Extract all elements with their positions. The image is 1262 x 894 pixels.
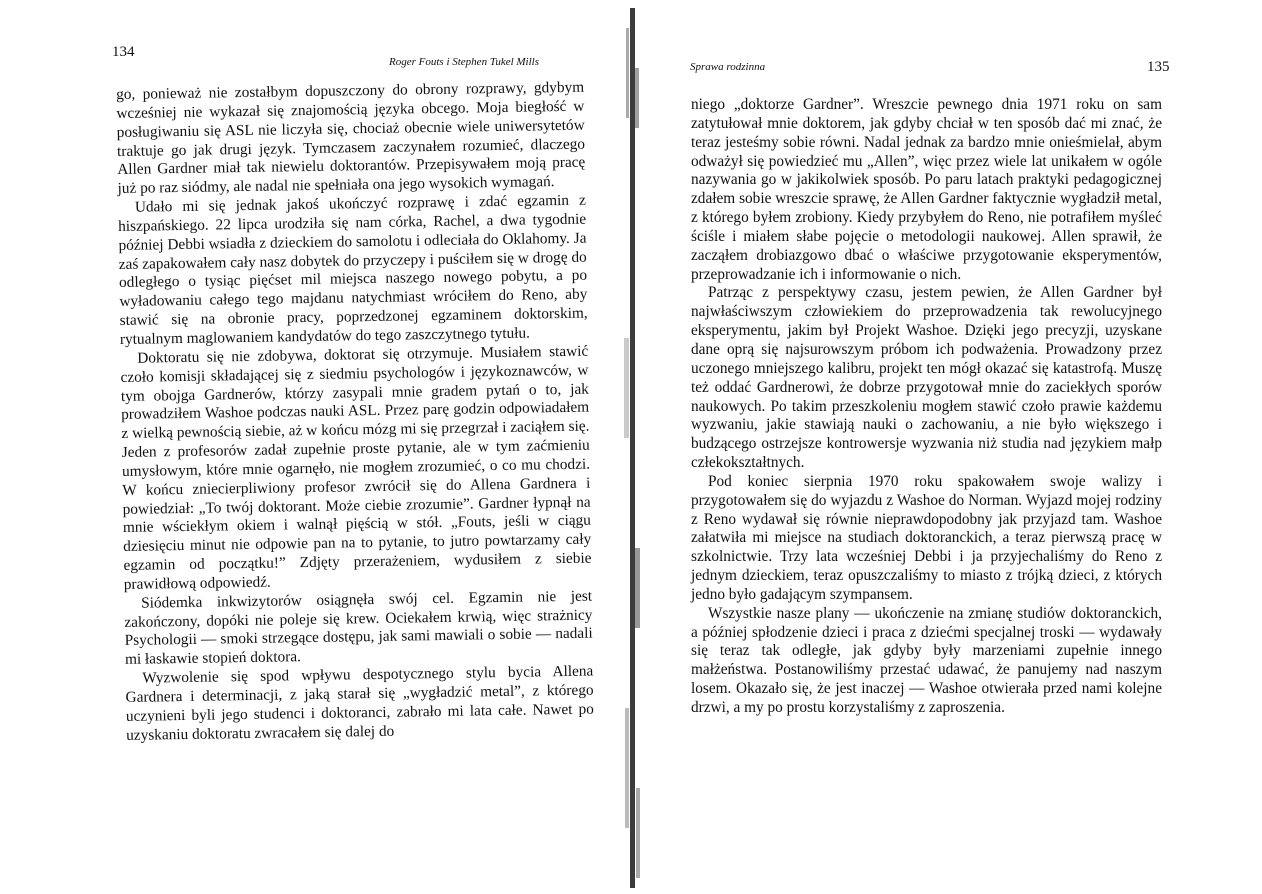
left-page	[0, 0, 620, 894]
right-body-text	[691, 96, 1162, 718]
paragraph: Doktoratu się nie zdobywa, doktorat się otrzymuje. Musiałem stawić czoło komisji składającej się z siedmiu psychologów i językoznawców, w tym obojga Gardnerów, którzy zasypali mnie gradem pytań o to, jak prowadziłem Washoe podczas nauki ASL. Przez parę godzin odpowiadałem z wielką pewnością siebie, aż w końcu mózg mi się przegrzał i zaciąłem się. Jeden z profesorów zadał zupełnie proste pytanie, ale w tym zaćmieniu umysłowym, które mnie ogarnęło, nie mogłem zrozumieć, o co mu chodzi. W końcu zniecierpliwiony profesor zwrócił się do Allena Gardnera i powiedział: „To twój doktorant. Może ciebie zrozumie”. Gardner łypnął na mnie wściekłym okiem i walnął pięścią w stół. „Fouts, jeśli w ciągu dziesięciu minut nie odpowie pan na to pytanie, to jutro powtarzamy cały egzamin od początku!” Zdjęty przerażeniem, wydusiłem z siebie prawidłową odpowiedź.	[120, 342, 592, 593]
paragraph: Pod koniec sierpnia 1970 roku spakowałem swoje walizy i przygotowałem się do wyjazdu z Washoe do Norman. Wyjazd mojej rodziny z Reno wydawał się równie nieprawdopodobny jak przyjazd tam. Washoe załatwiła mi miejsce na studiach doktoranckich, a teraz pierwszą pracę w szkolnictwie. Trzy lata wcześniej Debbi i ja przyjechaliśmy do Reno z jednym dzieckiem, teraz opuszczaliśmy to miasto z trójką dzieci, z których jedno było gadającym szympansem.	[691, 472, 1162, 603]
paragraph: Wyzwolenie się spod wpływu despotycznego stylu bycia Allena Gardnera i determinacji, z jaką starał się „wygładzić metal”, z którego uczynieni byli jego studenci i doktoranci, zabrało mi lata całe. Nawet po uzyskaniu doktoratu zwracałem się dalej do	[125, 662, 594, 744]
running-head-right: Sprawa rodzinna	[690, 61, 766, 73]
paragraph: Patrząc z perspektywy czasu, jestem pewien, że Allen Gardner był najwłaściwszym człowiekiem do przeprowadzenia tak rewolucyjnego eksperymentu, jakim był Projekt Washoe. Dzięki jego precyzji, uzyskane dane oprą się najsurowszym próbom ich podważenia. Prowadzony przez uczonego mniejszego kalibru, projekt ten mógł okazać się katastrofą. Muszę też oddać Gardnerowi, że dobrze przygotował mnie do zaciekłych sporów naukowych. Po takim przeszkoleniu mogłem stawić czoło prawie każdemu wyzwaniu, jakie stawiają nauki o zachowaniu, a nie było większego i budzącego ostrzejsze kontrowersje wyzwania niż studia nad językiem małp człekokształtnych.	[691, 284, 1162, 472]
paragraph: niego „doktorze Gardner”. Wreszcie pewnego dnia 1971 roku on sam zatytułował mnie doktorem, jak gdyby chciał w ten sposób dać mi znać, że teraz jesteśmy sobie równi. Nadal jednak za bardzo mnie onieśmielał, abym odważył się powiedzieć mu „Allen”, więc przez wiele lat unikałem w ogóle nazywania go w jakikolwiek sposób. Po paru latach praktyki pedagogicznej zdałem sobie wreszcie sprawę, że Allen Gardner faktycznie wygładził metal, z którego byłem zrobiony. Kiedy przybyłem do Reno, nie potrafiłem myśleć ściśle i miałem słabe pojęcie o metodologii naukowej. Allen sprawił, że zacząłem drobiazgowo dbać o właściwe przygotowanie eksperymentów, przeprowadzanie ich i informowanie o nich.	[691, 96, 1162, 283]
page-number-left: 134	[112, 44, 135, 60]
paragraph: Siódemka inkwizytorów osiągnęła swój cel. Egzamin nie jest zakończony, dopóki nie poleje się krew. Ociekałem krwią, więc strażnicy Psychologii — smoki strzegące dostępu, jak sami mawiali o sobie — nadali mi łaskawie stopień doktora.	[124, 587, 593, 669]
running-head-left: Roger Fouts i Stephen Tukel Mills	[389, 56, 540, 68]
right-page	[640, 0, 1262, 894]
paragraph: Wszystkie nasze plany — ukończenie na zmianę studiów doktoranckich, a później spłodzenie dzieci i praca z dziećmi specjalnej troski — wydawały się teraz tak odległe, jak gdyby były marzeniami zupełnie innego małżeństwa. Postanowiliśmy przestać udawać, że panujemy nad naszym losem. Okazało się, że jest inaczej — Washoe otwierała przed nami kolejne drzwi, a my po prostu korzystaliśmy z zaproszenia.	[691, 604, 1162, 716]
paragraph: Udało mi się jednak jakoś ukończyć rozprawę i zdać egzamin z hiszpańskiego. 22 lipca urodziła się nam córka, Rachel, a dwa tygodnie później Debbi wsiadła z dzieckiem do samolotu i odleciała do Oklahomy. Ja zaś zapakowałem cały nasz dobytek do przyczepy i puściłem się w drogę do odległego o tysiąc pięćset mil miejsca naszego nowego pobytu, a po wyładowaniu całego tego majdanu natychmiast wróciłem do Reno, aby stawić się na obronie pracy, poprzedzonej egzaminem doktorskim, rytualnym maglowaniem kandydatów do tego zaszczytnego tytułu.	[118, 191, 588, 348]
page-number-right: 135	[1147, 59, 1170, 75]
left-body-text	[116, 79, 594, 746]
paragraph: go, ponieważ nie zostałbym dopuszczony do obrony rozprawy, gdybym wcześniej nie wykazał się znajomością języka obcego. Moja biegłość w posługiwaniu się ASL nie liczyła się, chociaż obecnie wiele uniwersytetów traktuje go jak drugi język. Tymczasem zaczynałem rozumieć, dlaczego Allen Gardner miał tak niewielu doktorantów. Przepisywałem moją pracę już po raz siódmy, ale nadal nie spełniała ona jego wysokich wymagań.	[116, 78, 586, 198]
